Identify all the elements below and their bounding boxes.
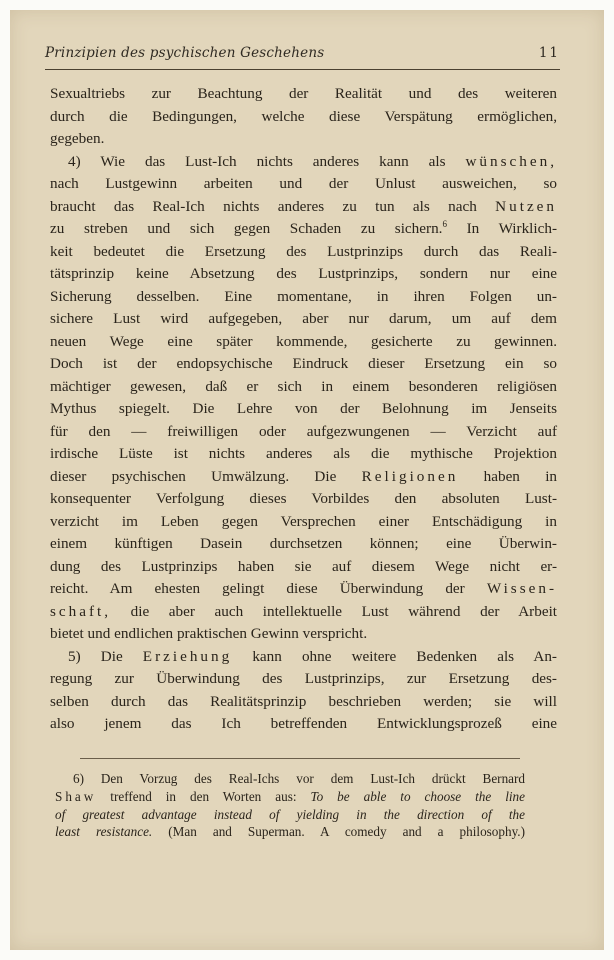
text-span: reicht. Am ehesten gelingt diese Überwindung der — [50, 580, 465, 597]
text-span: (Man and Superman. A comedy and a philosophy.) — [168, 824, 525, 840]
footnote-line: of greatest advantage instead of yielding in the direction of the — [55, 806, 525, 822]
text-line: dung des Lustprinzips haben sie auf diesem Wege nicht er- — [50, 557, 557, 575]
page-number: 11 — [538, 45, 560, 61]
text-span: haben in — [483, 467, 558, 485]
text-line: sichere Lust wird aufgegeben, aber nur darum, um auf dem — [50, 310, 557, 327]
footnote-line — [55, 788, 525, 806]
text-line: Sicherung desselben. Eine momentane, in ihren Folgen un- — [50, 287, 557, 305]
text-line: also jenem das Ich betreffenden Entwicklungsprozeß eine — [50, 715, 557, 732]
text-span: die aber auch intellektuelle Lust während der Arbeit — [130, 602, 558, 620]
text-line: gegeben. — [50, 130, 105, 147]
text-line — [50, 646, 557, 669]
emphasis-word: Religionen — [361, 467, 459, 485]
body-text — [50, 83, 557, 736]
text-span: braucht das Real-Ich nichts anderes zu tun als nach — [50, 197, 477, 215]
text-line: bietet und endlichen praktischen Gewinn verspricht. — [50, 625, 368, 642]
text-line: keit bedeutet die Ersetzung des Lustprinzips durch das Reali- — [50, 242, 557, 260]
text-span: 4) Wie das Lust-Ich nichts anderes kann als — [68, 152, 446, 170]
text-line: durch die Bedingungen, welche diese Verspätung ermöglichen, — [50, 107, 557, 125]
text-line: nach Lustgewinn arbeiten und der Unlust ausweichen, so — [50, 175, 557, 192]
text-line: irdische Lüste ist nichts anderes als die mythische Projektion — [50, 445, 557, 462]
text-line: einem künftigen Dasein durchsetzen können; eine Überwin- — [50, 535, 557, 552]
text-span: zu streben und sich gegen Schaden zu sichern. — [50, 220, 443, 237]
text-line: mächtiger gewesen, daß er sich in einem besonderen religiösen — [50, 377, 557, 395]
text-span: treffend in den Worten aus: — [110, 788, 297, 804]
footnote-rule — [80, 758, 520, 759]
text-line — [50, 578, 557, 601]
text-line — [50, 151, 557, 174]
text-span: 5) Die — [68, 647, 123, 665]
text-span: In Wirklich- — [446, 220, 558, 237]
text-line: selben durch das Realitätsprinzip beschrieben werden; sie will — [50, 692, 557, 710]
emphasis-word: wünschen, — [465, 152, 558, 170]
emphasis-word: schaft, — [50, 602, 112, 620]
text-line: konsequenter Verfolgung dieses Vorbildes den absoluten Lust- — [50, 490, 557, 507]
footnote-marker: 6 — [442, 218, 447, 229]
running-head: Prinzipien des psychischen Geschehens — [45, 45, 325, 61]
text-line: für den — freiwilligen oder aufgezwungenen — Verzicht auf — [50, 422, 557, 440]
text-line — [50, 466, 557, 489]
footnote-line — [55, 823, 525, 841]
text-line: Sexualtriebs zur Beachtung der Realität und des weiteren — [50, 85, 557, 102]
italic-quote: least resistance. — [55, 824, 153, 840]
page-header — [45, 45, 560, 61]
text-span: kann ohne weitere Bedenken als An- — [252, 647, 557, 665]
footnote — [55, 770, 525, 841]
emphasis-word: Wissen- — [486, 580, 558, 597]
footnote-line: 6) Den Vorzug des Real-Ichs vor dem Lust-Ich drückt Bernard — [73, 771, 525, 786]
text-line: Doch ist der endopsychische Eindruck dieser Ersetzung ein so — [50, 355, 557, 372]
text-line: regung zur Überwindung des Lustprinzips, zur Ersetzung des- — [50, 670, 557, 687]
emphasis-word: Nutzen — [495, 197, 558, 215]
text-line: verzicht im Leben gegen Versprechen einer Entschädigung in — [50, 512, 557, 530]
text-line — [50, 601, 557, 624]
text-line — [50, 218, 557, 241]
text-line: neuen Wege eine später kommende, gesicherte zu gewinnen. — [50, 332, 557, 350]
text-line — [50, 196, 557, 219]
header-rule — [45, 69, 560, 70]
text-span: dieser psychischen Umwälzung. Die — [50, 467, 337, 485]
italic-quote: To be able to choose the line — [310, 788, 525, 804]
emphasis-word: Shaw — [55, 788, 97, 804]
text-line: Mythus spiegelt. Die Lehre von der Belohnung im Jenseits — [50, 400, 557, 417]
emphasis-word: Erziehung — [142, 647, 233, 665]
text-line: tätsprinzip keine Absetzung des Lustprinzips, sondern nur eine — [50, 265, 557, 282]
